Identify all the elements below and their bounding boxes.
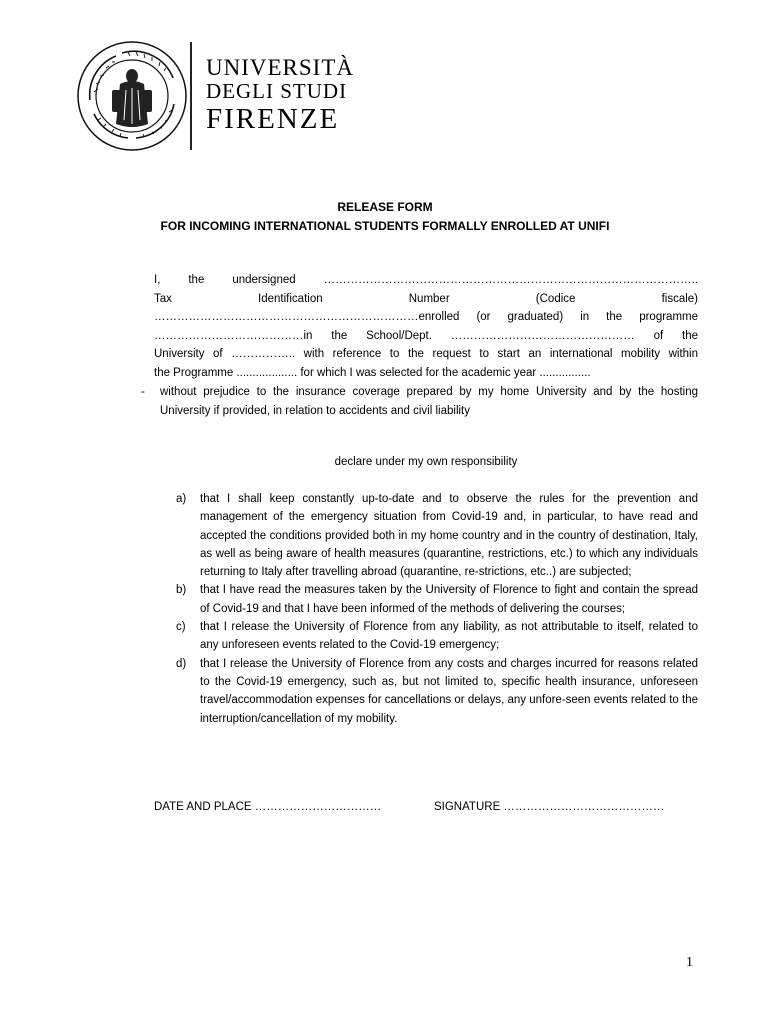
intro-line-programme: the Programme ................... for which I was selected for the academic year ................ (154, 366, 591, 379)
page-number: 1 (686, 955, 693, 970)
list-item (176, 490, 698, 581)
list-item-label: b) (176, 584, 187, 597)
logo-line-universita: UNIVERSITÀ (206, 55, 354, 80)
bullet-text: without prejudice to the insurance coverage prepared by my home University and by the hosting University if provided, in relation to accidents and civil liability (160, 386, 698, 417)
intro-line-enrolled: ……………………………………………………………enrolled (or graduated) in the programme (154, 311, 698, 324)
list-item-text: that I shall keep constantly up-to-date and to observe the rules for the prevention and management of the emergency situation from Covid-19 and, in particular, to have read and accepted the conditions provided both in my home country and in the country of destination, Italy, as well as being aware of health measures (quarantine, restrictions, etc.) to which any individuals returning to Italy after travelling abroad (quarantine, re-strictions, etc..) are subjected; (200, 493, 698, 579)
intro-line-school: …………………………………in the School/Dept. ………………………………………… of the (154, 329, 698, 342)
logo-line-firenze: FIRENZE (206, 103, 340, 135)
list-item-text: that I have read the measures taken by the University of Florence to fight and contain the spread of Covid-19 and that I have been informed of the methods of delivering the courses; (200, 584, 698, 615)
intro-line-undersigned: I, the undersigned …………………………………………………………………………………….. (154, 274, 698, 286)
list-item-label: d) (176, 657, 187, 670)
university-seal-logo (76, 40, 188, 152)
list-item (176, 655, 698, 728)
document-subtitle: FOR INCOMING INTERNATIONAL STUDENTS FORMALLY ENROLLED AT UNIFI (160, 219, 610, 233)
logo-line-degli-studi: DEGLI STUDI (206, 79, 348, 103)
university-logo-text (206, 56, 354, 136)
list-item-text: that I release the University of Florence from any liability, as not attributable to itself, related to any unforeseen events related to the Covid-19 emergency; (200, 621, 698, 652)
insurance-bullet (141, 383, 698, 420)
list-item-label: c) (176, 621, 186, 634)
date-and-place-field: DATE AND PLACE …………………………… (154, 801, 382, 813)
intro-line-university: University of …………….. with reference to the request to start an international mobility within (154, 348, 698, 361)
list-item (176, 618, 698, 655)
list-item (176, 581, 698, 618)
list-item-text: that I release the University of Florence from any costs and charges incurred for reasons related to the Covid-19 emergency, such as, but not limited to, specific health insurance, unforeseen travel/accommodation expenses for cancellations or delays, any unfore-seen events related to the interruption/cancellation of my mobility. (200, 657, 698, 725)
logo-divider (190, 42, 192, 150)
list-item-label: a) (176, 493, 187, 505)
intro-paragraph (154, 271, 698, 383)
intro-line-tax-id: Tax Identification Number (Codice fiscale) (154, 292, 698, 305)
declaration-heading: declare under my own responsibility (334, 456, 518, 468)
signature-field: SIGNATURE …………………………………… (434, 801, 665, 813)
declaration-list (176, 490, 698, 728)
bullet-dash: - (141, 386, 145, 398)
document-title: RELEASE FORM (337, 200, 433, 214)
